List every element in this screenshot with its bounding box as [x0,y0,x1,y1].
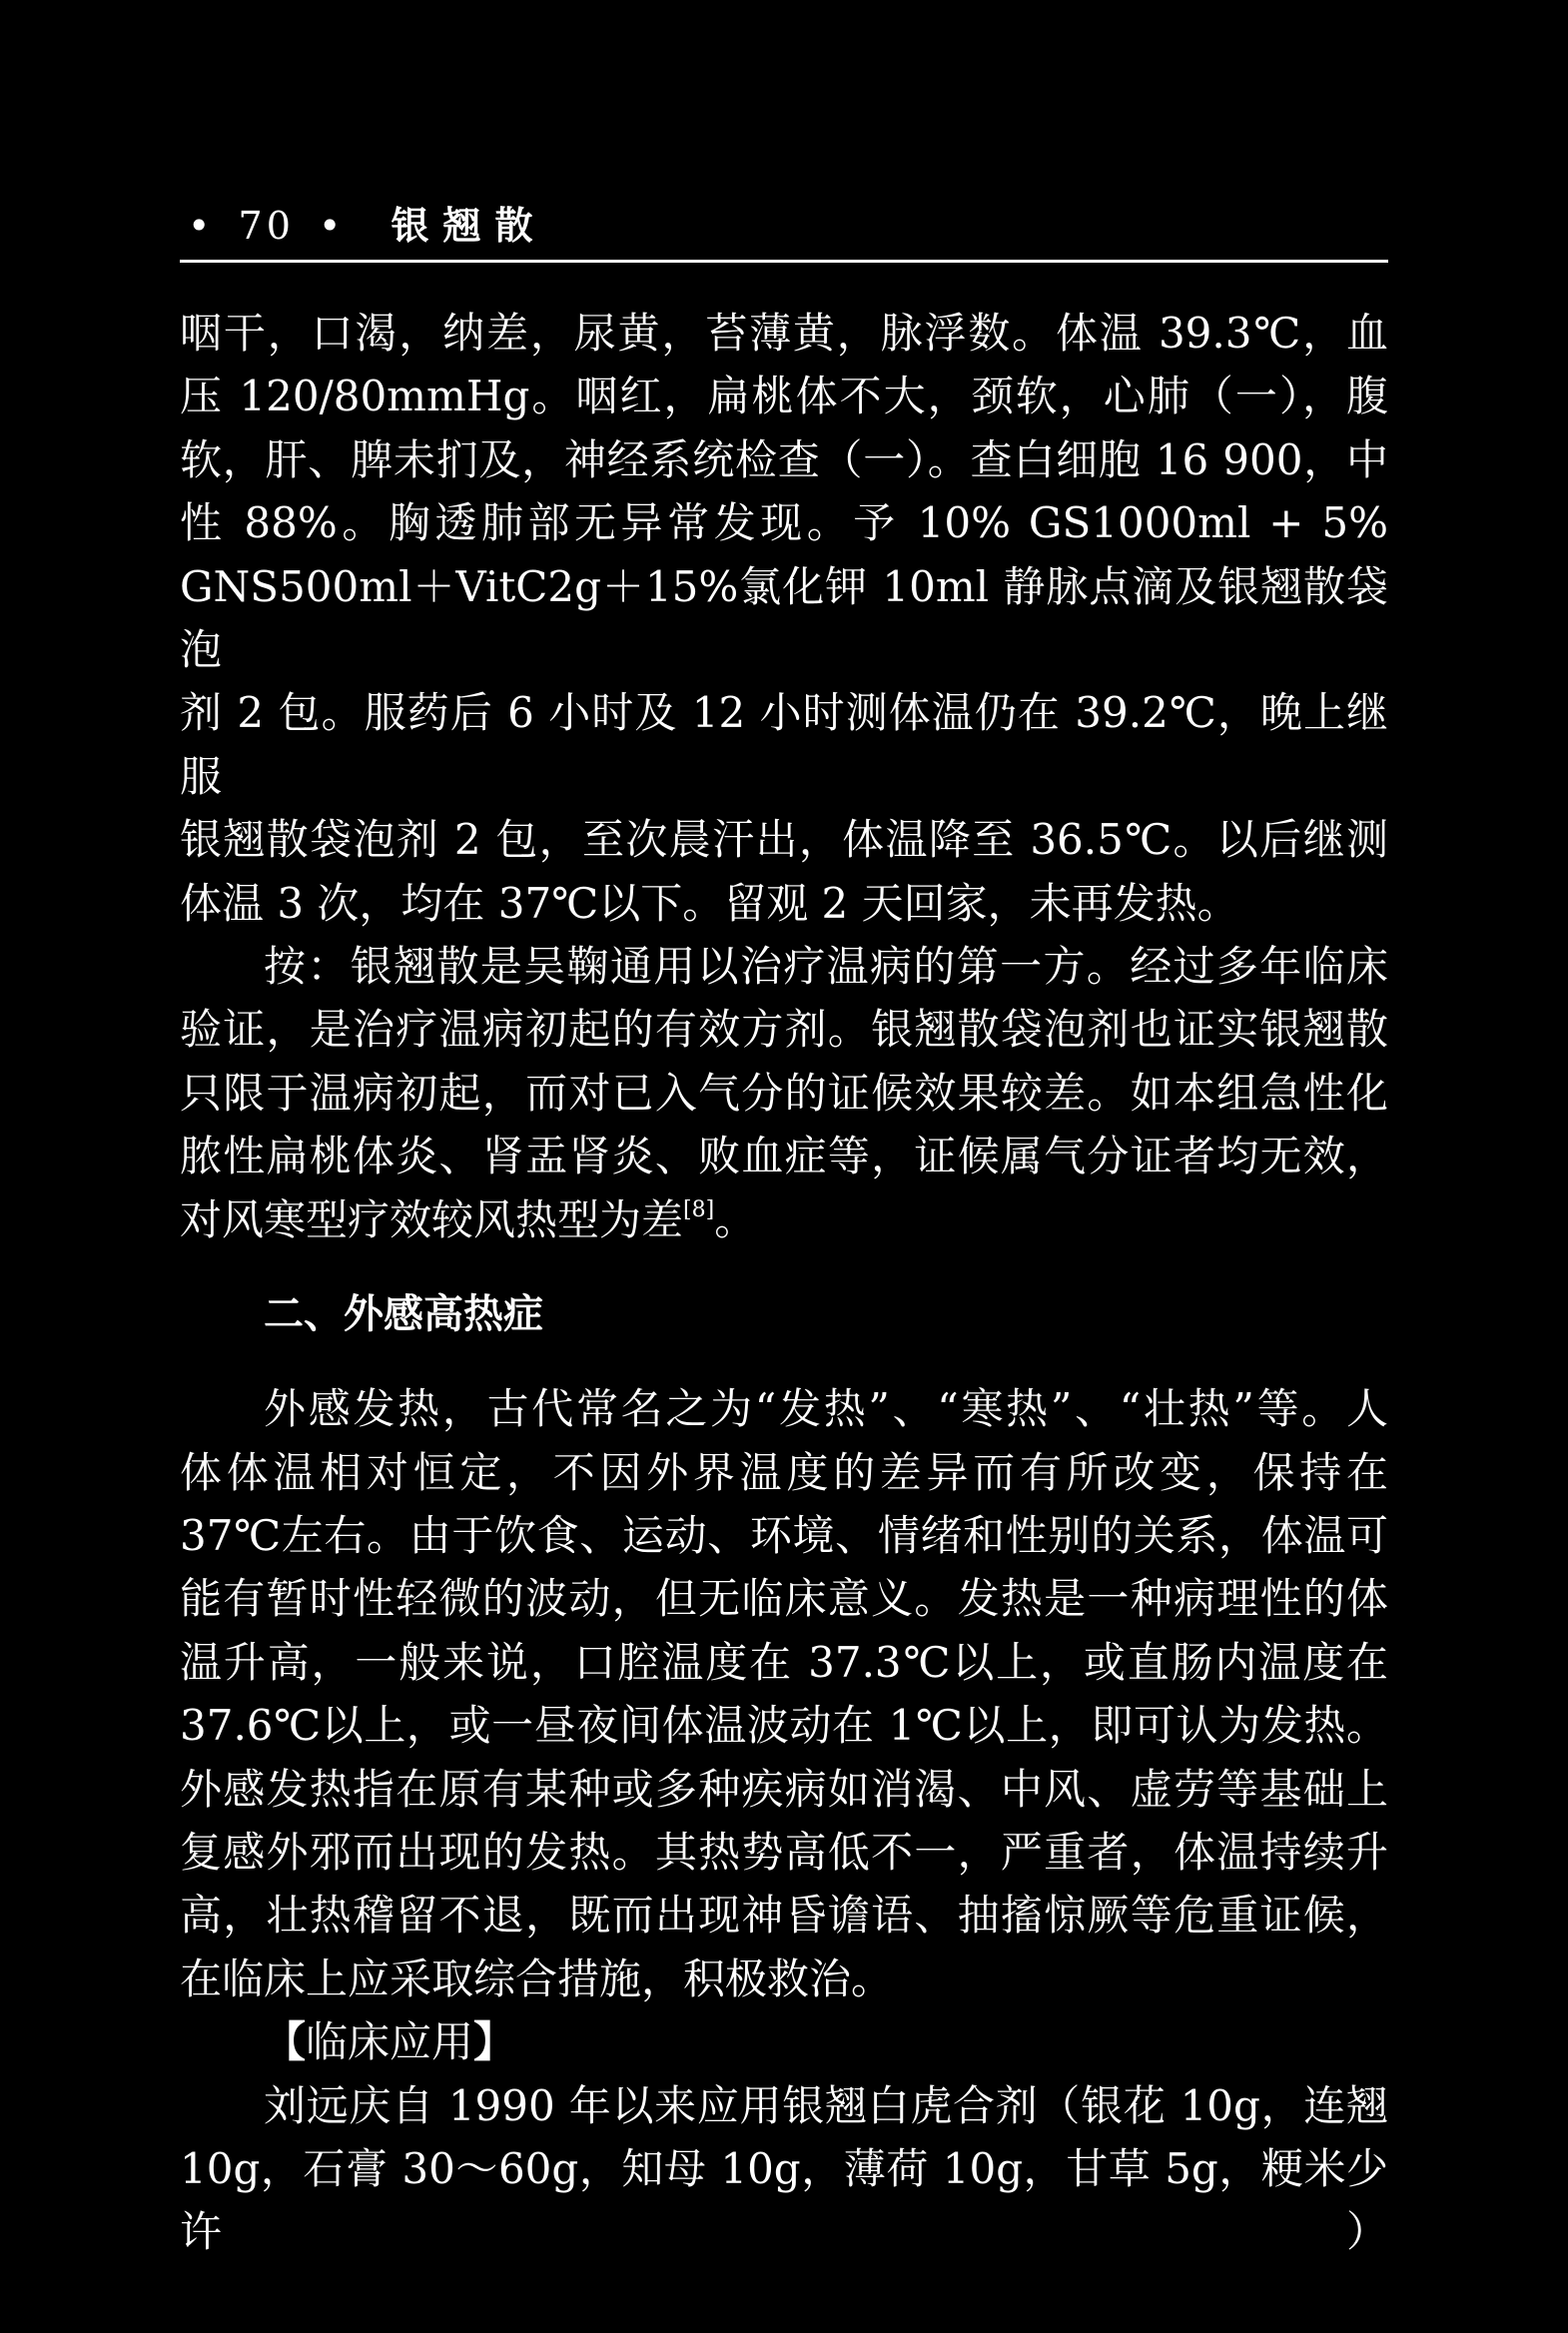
case-line: 体温 3 次，均在 37℃以下。留观 2 天回家，未再发热。 [180,878,1239,928]
case-line: 压 120/80mmHg。咽红，扁桃体不大，颈软，心肺（一），腹 [180,372,1388,421]
section-heading: 二、外感高热症 [264,1291,543,1338]
fever-line: 37℃左右。由于饮食、运动、环境、情绪和性别的关系，体温可 [180,1510,1388,1560]
fever-line: 高，壮热稽留不退，既而出现神昏谵语、抽搐惊厥等危重证候， [180,1891,1388,1941]
fever-line: 外感发热，古代常名之为“发热”、“寒热”、“壮热”等。人 [264,1384,1388,1434]
fever-line: 复感外邪而出现的发热。其热势高低不一，严重者，体温持续升 [180,1827,1388,1877]
case-line: 银翘散袋泡剂 2 包，至次晨汗出，体温降至 36.5℃。以后继测 [180,815,1388,865]
header-bullet-right: • [318,204,346,248]
fever-line: 37.6℃以上，或一昼夜间体温波动在 1℃以上，即可认为发热。 [180,1701,1388,1751]
fever-line: 在临床上应采取综合措施，积极救治。 [180,1953,894,2003]
note-line: 脓性扁桃体炎、肾盂肾炎、败血症等，证候属气分证者均无效， [180,1132,1388,1181]
header-rule [180,260,1388,263]
note-line: 只限于温病初起，而对已入气分的证候效果较差。如本组急性化 [180,1068,1388,1118]
bracket-open: 【 [264,2017,307,2067]
case-line: 剂 2 包。服药后 6 小时及 12 小时测体温仍在 39.2℃，晚上继服 [180,688,1388,801]
case-line: GNS500ml＋VitC2g＋15%氯化钾 10ml 静脉点滴及银翘散袋泡 [180,561,1388,675]
running-header [180,196,1388,256]
clinical-label-text: 临床应用 [306,2017,474,2067]
note-last-line [180,1188,1388,1251]
note-paragraph [180,935,1388,1251]
application-line: 10g，石膏 30～60g，知母 10g，薄荷 10g，甘草 5g，粳米少许） [180,2143,1388,2257]
fever-line: 温升高，一般来说，口腔温度在 37.3℃以上，或直肠内温度在 [180,1637,1388,1687]
note-line: 按：银翘散是吴鞠通用以治疗温病的第一方。经过多年临床 [264,942,1388,992]
case-paragraph [180,302,1388,935]
reference-mark: [8] [683,1196,715,1222]
fever-paragraph [180,1377,1388,2010]
clinical-application-label [180,2010,1388,2073]
fever-line: 外感发热指在原有某种或多种疾病如消渴、中风、虚劳等基础上 [180,1764,1388,1814]
bracket-close: 】 [473,2017,516,2067]
note-line: 对风寒型疗效较风热型为差 [180,1194,684,1244]
application-line: 刘远庆自 1990 年以来应用银翘白虎合剂（银花 10g，连翘 [264,2080,1388,2130]
fever-line: 能有暂时性轻微的波动，但无临床意义。发热是一种病理性的体 [180,1574,1388,1624]
case-line: 软，肝、脾未扪及，神经系统检查（一）。查白细胞 16 900，中 [180,434,1388,484]
header-bullet-left: • [188,204,215,248]
case-line: 咽干，口渴，纳差，尿黄，苔薄黄，脉浮数。体温 39.3℃，血 [180,309,1388,358]
application-paragraph [180,2074,1388,2264]
fever-line: 体体温相对恒定，不因外界温度的差异而有所改变，保持在 [180,1447,1388,1497]
note-end-mark: 。 [714,1194,757,1244]
note-line: 验证，是治疗温病初起的有效方剂。银翘散袋泡剂也证实银翘散 [180,1005,1388,1055]
body-text [180,302,1388,2264]
book-title: 银翘散 [391,203,547,248]
case-line: 性 88%。胸透肺部无异常发现。予 10% GS1000ml + 5% [180,498,1388,548]
page-number: 70 [238,204,295,248]
